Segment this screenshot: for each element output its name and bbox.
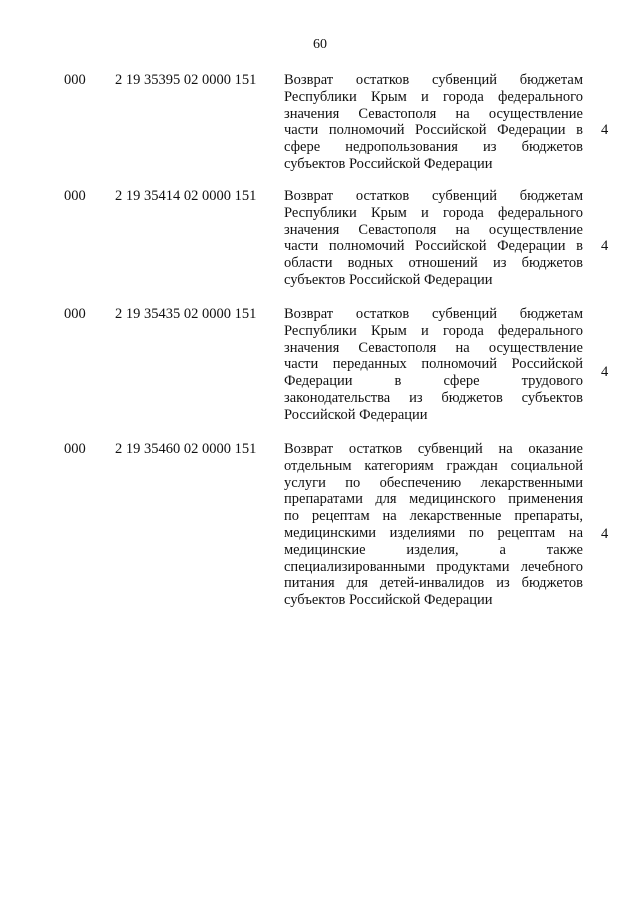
description-line: Федерации в сфере трудового	[284, 373, 583, 390]
page-number: 60	[313, 37, 327, 52]
amount-value: 4	[601, 238, 609, 254]
description-line: области водных отношений из бюджетов	[284, 255, 583, 272]
amount-value: 4	[601, 364, 609, 380]
admin-code: 000	[64, 72, 86, 88]
income-code: 2 19 35460 02 0000 151	[115, 441, 257, 457]
description-line: субъектов Российской Федерации	[284, 592, 493, 609]
description-line: значения Севастополя на осуществление	[284, 339, 583, 356]
income-description	[284, 188, 583, 289]
admin-code: 000	[64, 306, 86, 322]
income-code: 2 19 35435 02 0000 151	[115, 306, 257, 322]
description-line: Возврат остатков субвенций на оказание	[284, 441, 583, 457]
description-line: медицинскими изделиями по рецептам на	[284, 524, 583, 541]
income-code: 2 19 35414 02 0000 151	[115, 188, 257, 204]
description-line: части полномочий Российской Федерации в	[284, 122, 583, 139]
description-line: Республики Крым и города федерального	[284, 88, 583, 105]
description-line: услуги по обеспечению лекарственными	[284, 474, 583, 491]
description-line: Возврат остатков субвенций бюджетам	[284, 306, 583, 322]
description-line: части переданных полномочий Российской	[284, 356, 583, 373]
description-line: значения Севастополя на осуществление	[284, 105, 583, 122]
description-line: сфере недропользования из бюджетов	[284, 139, 583, 156]
description-line: специализированными продуктами лечебного	[284, 558, 583, 575]
income-code: 2 19 35395 02 0000 151	[115, 72, 257, 88]
income-description	[284, 72, 583, 173]
description-line: субъектов Российской Федерации	[284, 271, 493, 288]
description-line: Республики Крым и города федерального	[284, 204, 583, 221]
amount-value: 4	[601, 122, 609, 138]
table-row	[0, 188, 640, 298]
income-description	[284, 306, 583, 424]
description-line: Возврат остатков субвенций бюджетам	[284, 72, 583, 88]
description-line: законодательства из бюджетов субъектов	[284, 389, 583, 406]
description-line: по рецептам на лекарственные препараты,	[284, 508, 583, 525]
description-line: субъектов Российской Федерации	[284, 155, 493, 172]
amount-value: 4	[601, 526, 609, 542]
description-line: медицинские изделия, а также	[284, 541, 583, 558]
table-row	[0, 72, 640, 182]
description-line: Возврат остатков субвенций бюджетам	[284, 188, 583, 204]
table-row	[0, 306, 640, 431]
description-line: Республики Крым и города федерального	[284, 322, 583, 339]
description-line: отдельным категориям граждан социальной	[284, 457, 583, 474]
description-line: части полномочий Российской Федерации в	[284, 238, 583, 255]
description-line: Российской Федерации	[284, 406, 428, 423]
admin-code: 000	[64, 188, 86, 204]
description-line: препаратами для медицинского применения	[284, 491, 583, 508]
admin-code: 000	[64, 441, 86, 457]
table-row	[0, 441, 640, 616]
description-line: питания для детей-инвалидов из бюджетов	[284, 575, 583, 592]
description-line: значения Севастополя на осуществление	[284, 221, 583, 238]
income-description	[284, 441, 583, 609]
